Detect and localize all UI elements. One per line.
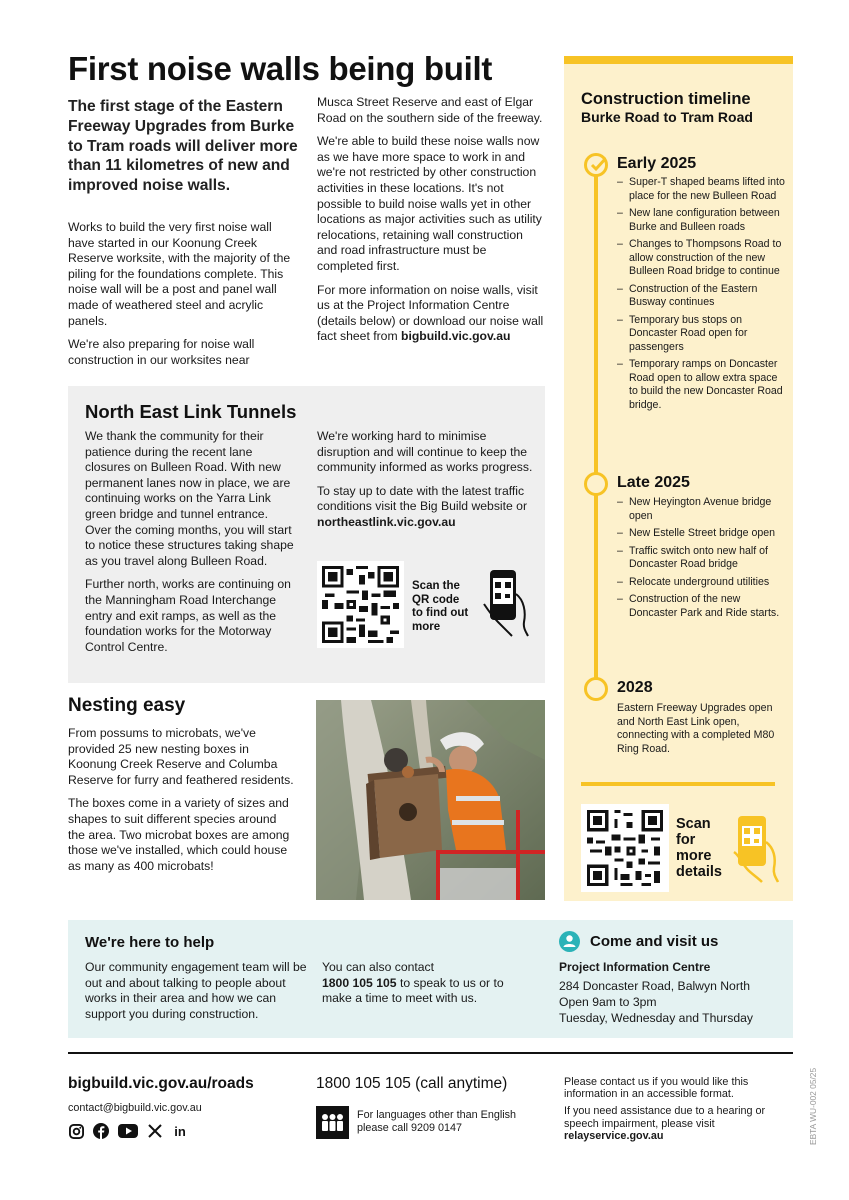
section-title: Nesting easy bbox=[68, 695, 186, 716]
paragraph: The boxes come in a variety of sizes and shapes to suit different species around the area. Two microbat boxes are among those we've installed, which could house as many as 400 microbats! bbox=[68, 796, 290, 873]
document-code: EBTA WU-002 05/25 bbox=[808, 1067, 818, 1145]
phone-scan-icon bbox=[482, 566, 530, 643]
list-item: – Construction of the new Doncaster Park and Ride starts. bbox=[617, 593, 785, 620]
website-link[interactable]: bigbuild.vic.gov.au/roads bbox=[68, 1075, 254, 1092]
phone-number[interactable]: 1800 105 105 (call anytime) bbox=[316, 1075, 508, 1092]
relay-service-link[interactable]: relayservice.gov.au bbox=[564, 1129, 664, 1142]
intro-paragraph: Musca Street Reserve and east of Elgar Road on the southern side of the freeway. bbox=[317, 95, 543, 125]
x-icon[interactable] bbox=[147, 1123, 163, 1139]
intro-paragraph: We're also preparing for noise wall construction in our worksites near bbox=[68, 337, 255, 367]
interpreter-icon bbox=[316, 1106, 349, 1139]
person-icon bbox=[559, 931, 580, 952]
intro-paragraph: We're able to build these noise walls now as we have more space to work in and we're not restricted by other construction activities in these locations. It's not possible to build noise walls yet in other locations as major activities such as utility relocations, retaining wall construction and road infrastructure must be completed first. bbox=[317, 134, 542, 273]
list-item: – Temporary ramps on Doncaster Road open to allow extra space to build the new Doncaster Road bridge. bbox=[617, 358, 785, 412]
list-item: – New Heyington Avenue bridge open bbox=[617, 496, 785, 523]
intro-column-2 bbox=[317, 95, 545, 345]
list-item: – New lane configuration between Burke and Bulleen roads bbox=[617, 207, 785, 234]
paragraph: Further north, works are continuing on the Manningham Road Interchange entry and exit ramps, as well as the foundation works for the Motorway Control Centre. bbox=[85, 577, 291, 654]
construction-timeline bbox=[564, 56, 793, 901]
languages-text: For languages other than English please call 9209 0147 bbox=[357, 1109, 517, 1134]
intro-paragraph: For more information on noise walls, visit us at the Project Information Centre (details below) or download our noise wall fact sheet from bigbuild.vic.gov.au bbox=[317, 282, 544, 344]
lede-text: The first stage of the Eastern Freeway Upgrades from Burke to Tram roads will deliver more than 11 kilometres of new and improved noise walls. bbox=[68, 98, 298, 195]
list-item: – New Estelle Street bridge open bbox=[617, 527, 785, 541]
linkedin-icon[interactable]: in bbox=[174, 1123, 186, 1139]
nel-column-1 bbox=[85, 429, 297, 655]
phone-number-link[interactable]: 1800 105 105 bbox=[322, 975, 397, 990]
list-item: – Super-T shaped beams lifted into place for the new Bulleen Road bbox=[617, 176, 785, 203]
divider bbox=[581, 782, 775, 786]
intro-paragraph: Works to build the very first noise wall have started in our Koonung Creek Reserve worksite, with the majority of the piling for the foundations complete. This noise wall will be a post and panel wall made of weathered steel and acrylic panels. bbox=[68, 220, 291, 328]
paragraph: To stay up to date with the latest traffic conditions visit the Big Build website or northeastlink.vic.gov.au bbox=[317, 483, 528, 529]
paragraph: You can also contact 1800 105 105 to speak to us or to make a time to meet with us. bbox=[322, 960, 504, 1006]
social-links bbox=[68, 1123, 188, 1139]
list-item: – Traffic switch onto new half of Doncaster Road bridge bbox=[617, 545, 785, 572]
nesting-box-photo bbox=[316, 700, 545, 900]
paragraph: We thank the community for their patience during the recent lane closures on Bulleen Road. With new permanent lanes now in place, we are continuing works on the Yarra Link green bridge and tunnel entrance. Over the coming months, you will start to notice these structures taking shape as you travel along Bulleen Road. bbox=[85, 429, 294, 568]
paragraph: If you need assistance due to a hearing or speech impairment, please visit relayservice.gov.au bbox=[564, 1105, 766, 1142]
page-title: First noise walls being built bbox=[68, 50, 493, 87]
paragraph: From possums to microbats, we've provided 25 new nesting boxes in Koonung Creek Reserve and Columba Reserve for furry and feathered residents. bbox=[68, 726, 294, 787]
scan-details-text: Scan for more details bbox=[676, 816, 722, 880]
pic-title: Project Information Centre bbox=[559, 960, 711, 974]
timeline-subtitle: Burke Road to Tram Road bbox=[581, 109, 753, 125]
instagram-icon[interactable] bbox=[68, 1123, 84, 1139]
stage-label-late-2025: Late 2025 bbox=[617, 474, 690, 491]
timeline-title: Construction timeline bbox=[581, 90, 751, 108]
qr-code[interactable] bbox=[317, 561, 404, 648]
timeline-dot bbox=[584, 677, 608, 701]
list-item: – Temporary bus stops on Doncaster Road open for passengers bbox=[617, 314, 785, 355]
timeline-dot bbox=[584, 472, 608, 496]
nel-column-2 bbox=[317, 429, 537, 531]
list-item: – Relocate underground utilities bbox=[617, 576, 785, 590]
section-title: North East Link Tunnels bbox=[85, 401, 297, 422]
qr-code[interactable] bbox=[581, 804, 669, 892]
stage-list-early-2025 bbox=[617, 176, 785, 416]
scan-qr-text: Scan the QR code to find out more bbox=[412, 580, 469, 633]
pic-details: 284 Doncaster Road, Balwyn North Open 9am to 3pm Tuesday, Wednesday and Thursday bbox=[559, 979, 753, 1025]
divider bbox=[68, 1052, 793, 1054]
accessibility-info bbox=[564, 1076, 786, 1142]
list-item: – Changes to Thompsons Road to allow construction of the new Bulleen Road bridge to continue bbox=[617, 238, 785, 279]
stage-label-2028: 2028 bbox=[617, 679, 653, 696]
visit-title: Come and visit us bbox=[590, 933, 719, 950]
stage-label-early-2025: Early 2025 bbox=[617, 155, 697, 172]
stage-text-2028: Eastern Freeway Upgrades open and North East Link open, connecting with a completed M80 Ring Road. bbox=[617, 702, 775, 755]
help-title: We're here to help bbox=[85, 934, 215, 951]
nesting-body bbox=[68, 726, 296, 874]
youtube-icon[interactable] bbox=[118, 1123, 138, 1139]
north-east-link-panel bbox=[68, 386, 545, 683]
paragraph: Please contact us if you would like this information in an accessible format. bbox=[564, 1076, 749, 1101]
phone-scan-icon bbox=[732, 812, 780, 889]
paragraph: Our community engagement team will be out and about talking to people about works in their area and how we can support you during construction. bbox=[85, 960, 307, 1021]
email-link[interactable]: contact@bigbuild.vic.gov.au bbox=[68, 1102, 202, 1114]
stage-list-late-2025 bbox=[617, 496, 785, 624]
check-icon bbox=[584, 153, 608, 177]
northeastlink-link[interactable]: northeastlink.vic.gov.au bbox=[317, 514, 456, 529]
help-panel bbox=[68, 920, 793, 1038]
timeline-line bbox=[594, 164, 598, 684]
intro-column-1 bbox=[68, 220, 300, 368]
list-item: – Construction of the Eastern Busway continues bbox=[617, 283, 785, 310]
paragraph: We're working hard to minimise disruption and will continue to keep the community informed as works progress. bbox=[317, 429, 533, 475]
facebook-icon[interactable] bbox=[93, 1123, 109, 1139]
noise-wall-link[interactable]: bigbuild.vic.gov.au bbox=[401, 329, 511, 344]
